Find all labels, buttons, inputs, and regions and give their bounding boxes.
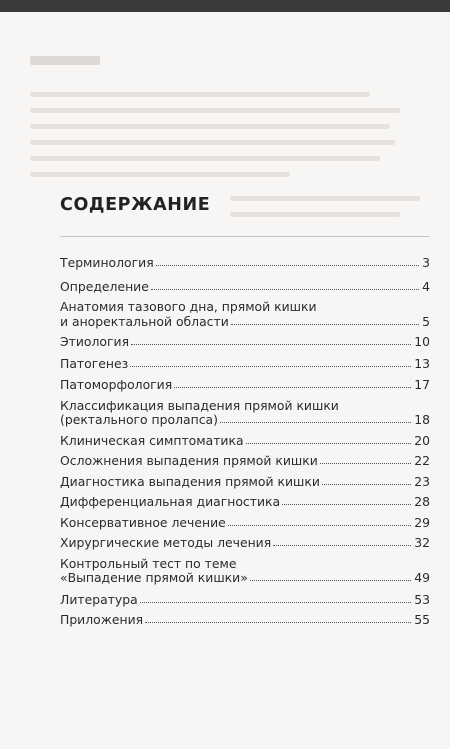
bleed-through-line	[30, 92, 370, 97]
toc-entry-title: Диагностика выпадения прямой кишки	[60, 473, 320, 489]
toc-entry-title: Осложнения выпадения прямой кишки	[60, 453, 318, 468]
dot-leader	[246, 443, 412, 444]
dot-leader	[273, 545, 411, 546]
toc-entry-page-number: 28	[414, 494, 430, 509]
toc-entry-page-number: 32	[414, 535, 430, 550]
toc-entry-page-number: 4	[422, 278, 430, 294]
toc-entry-page-number: 53	[414, 591, 430, 607]
toc-entry-title: Приложения	[60, 612, 144, 627]
toc-entry-page-number: 17	[414, 377, 430, 392]
toc-entry-title: Терминология	[60, 255, 154, 270]
toc-entry[interactable]	[60, 399, 430, 428]
toc-entry-page-number: 55	[414, 612, 430, 627]
bleed-through-header	[30, 56, 100, 65]
toc-entry-title: Этиология	[60, 334, 130, 349]
toc-entry[interactable]	[60, 516, 430, 531]
toc-entry-page-number: 18	[414, 412, 430, 427]
toc-entry-title: Клиническая симптоматика	[60, 432, 244, 448]
table-of-contents	[60, 250, 430, 628]
toc-entry-page-number: 13	[414, 355, 430, 371]
dot-leader	[228, 525, 411, 526]
toc-entry-page-number: 3	[422, 255, 430, 270]
toc-entry[interactable]	[60, 557, 430, 586]
toc-entry-title: Патоморфология	[60, 377, 173, 392]
toc-entry[interactable]	[60, 495, 430, 510]
toc-entry[interactable]	[60, 434, 430, 449]
bleed-through-line	[30, 156, 380, 161]
dot-leader	[220, 422, 411, 423]
bleed-through-line	[30, 140, 395, 145]
bleed-through-line	[30, 172, 290, 177]
toc-entry[interactable]	[60, 454, 430, 469]
toc-entry[interactable]	[60, 280, 430, 295]
toc-entry[interactable]	[60, 593, 430, 608]
toc-entry[interactable]	[60, 475, 430, 490]
dot-leader	[320, 463, 411, 464]
toc-entry-title: Анатомия тазового дна, прямой кишки	[60, 299, 317, 314]
toc-entry-page-number: 20	[414, 432, 430, 448]
toc-entry-title: Определение	[60, 278, 149, 294]
toc-entry-title: Патогенез	[60, 355, 129, 371]
bleed-through-line	[30, 108, 400, 113]
toc-entry-title: Контрольный тест по теме	[60, 555, 237, 571]
toc-entry-title: Дифференциальная диагностика	[60, 494, 281, 509]
toc-entry[interactable]	[60, 357, 430, 372]
toc-entry-title: Классификация выпадения прямой кишки	[60, 397, 339, 413]
toc-heading: СОДЕРЖАНИЕ	[60, 195, 211, 215]
toc-entry-title: Консервативное лечение	[60, 514, 226, 530]
toc-entry[interactable]	[60, 300, 430, 329]
toc-entry-page-number: 49	[414, 570, 430, 585]
dot-leader	[131, 344, 411, 345]
bleed-through-line	[30, 124, 390, 129]
toc-entry-title: «Выпадение прямой кишки»	[60, 570, 248, 585]
bleed-through-line	[230, 196, 420, 201]
dot-leader	[130, 366, 411, 367]
dot-leader	[322, 484, 411, 485]
toc-entry-title: Литература	[60, 591, 138, 607]
toc-entry-page-number: 5	[422, 313, 430, 329]
toc-entry-page-number: 22	[414, 453, 430, 468]
dot-leader	[140, 602, 412, 603]
bleed-through-line	[230, 212, 400, 217]
toc-entry[interactable]	[60, 256, 430, 271]
toc-entry[interactable]	[60, 613, 430, 628]
dot-leader	[145, 622, 411, 623]
dot-leader	[231, 324, 419, 325]
dot-leader	[156, 265, 419, 266]
toc-entry[interactable]	[60, 536, 430, 551]
dot-leader	[250, 580, 411, 581]
dot-leader	[174, 387, 411, 388]
dot-leader	[151, 289, 419, 290]
toc-entry-title: Хирургические методы лечения	[60, 535, 272, 550]
toc-entry[interactable]	[60, 378, 430, 393]
heading-rule	[60, 236, 430, 237]
toc-entry-title: (ректального пролапса)	[60, 412, 218, 427]
toc-entry-page-number: 10	[414, 334, 430, 349]
toc-entry-title: и аноректальной области	[60, 313, 229, 329]
toc-entry[interactable]	[60, 335, 430, 350]
dot-leader	[282, 504, 411, 505]
toc-entry-page-number: 23	[414, 473, 430, 489]
toc-entry-page-number: 29	[414, 514, 430, 530]
